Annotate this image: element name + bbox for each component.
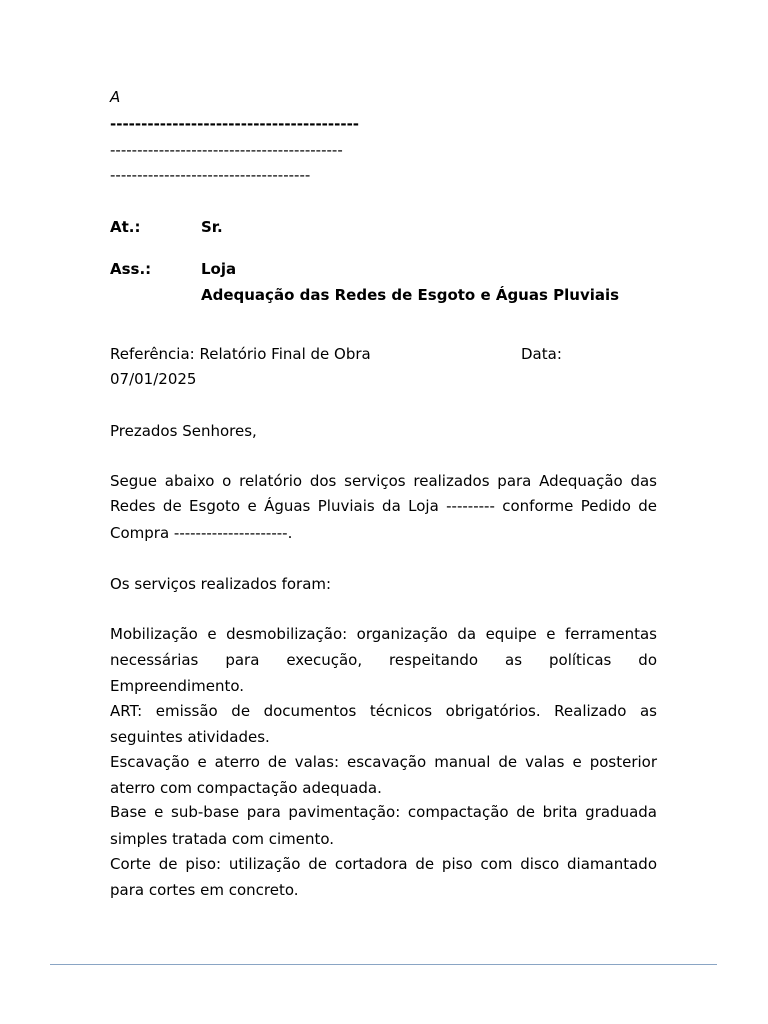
ass-value-subject: Adequação das Redes de Esgoto e Águas Pluviais bbox=[201, 286, 620, 304]
service-line: aterro com compactação adequada. bbox=[110, 779, 382, 797]
ass-value-store: Loja bbox=[201, 260, 237, 278]
intro-line-2: Redes de Esgoto e Águas Pluviais da Loja --------- conforme Pedido de bbox=[110, 497, 657, 515]
footer-divider bbox=[50, 964, 717, 965]
at-value: Sr. bbox=[201, 218, 223, 236]
ass-label: Ass.: bbox=[110, 260, 152, 278]
services-heading: Os serviços realizados foram: bbox=[110, 575, 332, 593]
service-line: Mobilização e desmobilização: organização da equipe e ferramentas bbox=[110, 625, 657, 643]
service-line: Escavação e aterro de valas: escavação manual de valas e posterior bbox=[110, 753, 657, 771]
intro-line-3: Compra ---------------------. bbox=[110, 524, 293, 542]
at-label: At.: bbox=[110, 218, 141, 236]
service-line: simples tratada com cimento. bbox=[110, 830, 335, 848]
date-label: Data: bbox=[521, 345, 562, 363]
service-line: Base e sub-base para pavimentação: compactação de brita graduada bbox=[110, 803, 657, 821]
addressee-dash-line-1: ---------------------------------------- bbox=[110, 115, 360, 133]
service-line: Corte de piso: utilização de cortadora de piso com disco diamantado bbox=[110, 855, 657, 873]
date-value: 07/01/2025 bbox=[110, 370, 197, 388]
addressee-a: A bbox=[110, 88, 121, 106]
service-line: ART: emissão de documentos técnicos obrigatórios. Realizado as bbox=[110, 702, 657, 720]
service-line: para cortes em concreto. bbox=[110, 881, 299, 899]
addressee-dash-line-3: ------------------------------------- bbox=[110, 166, 311, 184]
greeting: Prezados Senhores, bbox=[110, 422, 257, 440]
intro-line-1: Segue abaixo o relatório dos serviços realizados para Adequação das bbox=[110, 472, 657, 490]
service-line: seguintes atividades. bbox=[110, 728, 270, 746]
service-line: necessárias para execução, respeitando as políticas do bbox=[110, 651, 657, 669]
addressee-dash-line-2: ------------------------------------------- bbox=[110, 141, 343, 159]
service-line: Empreendimento. bbox=[110, 677, 245, 695]
reference-text: Referência: Relatório Final de Obra bbox=[110, 345, 371, 363]
